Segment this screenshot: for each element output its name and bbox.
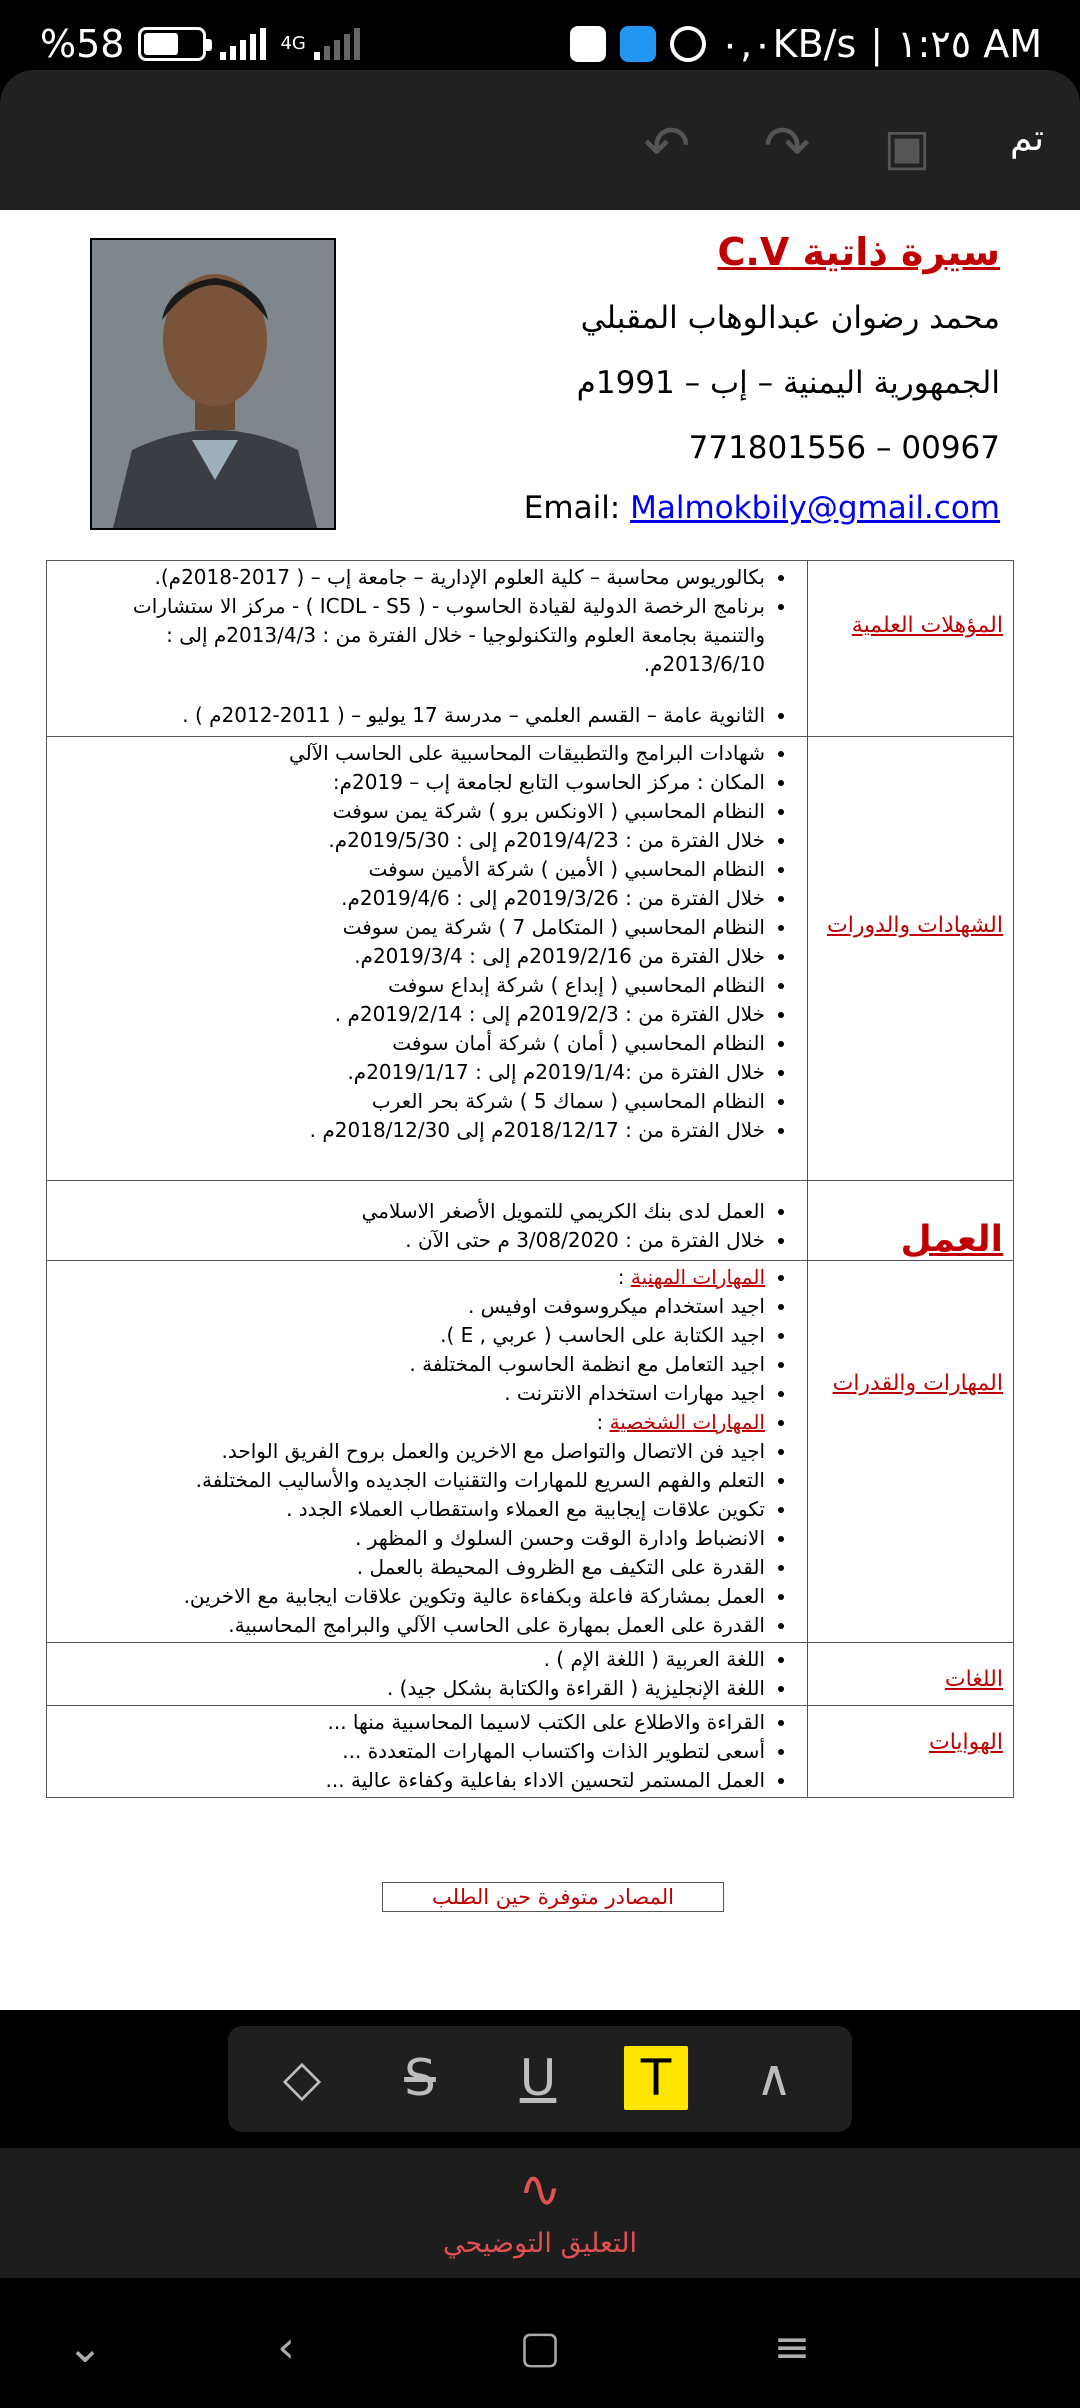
list-item: • خلال الفترة من : 2019/4/23م إلى : 2019/5/30م. — [107, 826, 765, 855]
format-toolbar — [228, 2026, 852, 2132]
certificates-label: الشهادات والدورات — [808, 737, 1014, 1181]
save-icon[interactable]: ▣ — [883, 118, 931, 176]
annotation-pen-icon[interactable]: ∿ — [518, 2160, 562, 2220]
list-item: • النظام المحاسبي ( الاونكس برو ) شركة يمن سوفت — [107, 797, 765, 826]
list-item: • النظام المحاسبي ( المتكامل 7 ) شركة يمن سوفت — [107, 913, 765, 942]
strikethrough-icon[interactable]: S — [404, 2049, 436, 2107]
list-item: • بكالوريوس محاسبة – كلية العلوم الإدارية – جامعة إب – ( 2017-2018م). — [107, 563, 765, 592]
certificates-row — [47, 737, 1014, 1181]
skills-label: المهارات والقدرات — [808, 1261, 1014, 1643]
cv-table — [46, 560, 1014, 1798]
hide-keyboard-icon[interactable]: ⌄ — [66, 2322, 104, 2373]
list-item: • خلال الفترة من : 2019/3/26م إلى : 2019/4/6م. — [107, 884, 765, 913]
list-item: • خلال الفترة من : 2019/2/3م إلى : 2019/2/14م . — [107, 1000, 765, 1029]
hobbies-label: الهوايات — [808, 1706, 1014, 1798]
certificates-cell — [47, 737, 808, 1181]
work-cell — [47, 1181, 808, 1261]
list-item: • اجيد مهارات استخدام الانترنت . — [107, 1379, 765, 1408]
annotation-label[interactable]: التعليق التوضيحي — [443, 2228, 637, 2259]
clock-time: ١:٢٥ AM — [897, 22, 1042, 66]
qualifications-label: المؤهلات العلمية — [808, 561, 1014, 737]
cv-title: سيرة ذاتية C.V — [717, 230, 1000, 274]
list-item: • القراءة والاطلاع على الكتب لاسيما المحاسبية منها ... — [107, 1708, 765, 1737]
skills-cell — [47, 1261, 808, 1643]
list-item: • اللغة الإنجليزية ( القراءة والكتابة بشكل جيد) . — [107, 1674, 765, 1703]
professional-skills-heading: المهارات المهنية — [630, 1265, 765, 1289]
signal-2-icon — [314, 28, 360, 60]
hobbies-cell — [47, 1706, 808, 1798]
cv-name: محمد رضوان عبدالوهاب المقبلي — [580, 300, 1000, 336]
battery-icon — [138, 27, 206, 61]
list-item: • خلال الفترة من : 3/08/2020 م حتى الآن . — [107, 1226, 765, 1255]
list-item: • القدرة على العمل بمهارة على الحاسب الآلي والبرامج المحاسبية. — [107, 1611, 765, 1640]
network-type: 4G — [280, 33, 306, 54]
list-item: • برنامج الرخصة الدولية لقيادة الحاسوب - ( ICDL - S5 ) - مركز الا ستشارات والتنمية بجامعة العلوم والتكنولوجيا - خلال الفترة من : 2013/4/3م إلى : 2013/6/10م. — [107, 592, 765, 679]
list-item: • النظام المحاسبي ( الأمين ) شركة الأمين سوفت — [107, 855, 765, 884]
list-item: • خلال الفترة من 2019/2/16م إلى : 2019/3/4م. — [107, 942, 765, 971]
list-item: • اللغة العربية ( اللغة الإم ) . — [107, 1645, 765, 1674]
back-icon[interactable]: ‹ — [277, 2322, 295, 2373]
highlight-text-icon[interactable]: T — [624, 2046, 688, 2110]
list-item: • العمل بمشاركة فاعلة وبكفاءة عالية وتكوين علاقات ايجابية مع الاخرين. — [107, 1582, 765, 1611]
cv-country: الجمهورية اليمنية – إب – 1991م — [576, 365, 1000, 401]
languages-row — [47, 1643, 1014, 1706]
undo-icon[interactable]: ↶ — [643, 114, 691, 179]
list-item: • التعلم والفهم السريع للمهارات والتقنيات الجديده والأساليب المختلفة. — [107, 1466, 765, 1495]
list-item: • النظام المحاسبي ( سماك 5 ) شركة بحر العرب — [107, 1087, 765, 1116]
alarm-icon — [670, 26, 706, 62]
list-item: • شهادات البرامج والتطبيقات المحاسبية على الحاسب الآلي — [107, 739, 765, 768]
annotation-bar[interactable] — [0, 2148, 1080, 2278]
list-item: • النظام المحاسبي ( أمان ) شركة أمان سوفت — [107, 1029, 765, 1058]
list-item: • اجيد استخدام ميكروسوفت اوفيس . — [107, 1292, 765, 1321]
work-row — [47, 1181, 1014, 1261]
list-item: • المكان : مركز الحاسوب التابع لجامعة إب – 2019م: — [107, 768, 765, 797]
personal-skills-heading: المهارات الشخصية — [609, 1410, 765, 1434]
list-item: • المهارات المهنية : — [107, 1263, 765, 1292]
cv-email-line — [524, 490, 1000, 526]
home-icon[interactable]: ▢ — [519, 2322, 561, 2373]
languages-label: اللغات — [808, 1643, 1014, 1706]
email-link[interactable]: Malmokbily@gmail.com — [630, 490, 1000, 526]
list-item: • اجيد فن الاتصال والتواصل مع الاخرين والعمل بروح الفريق الواحد. — [107, 1437, 765, 1466]
list-item: • خلال الفترة من :2019/1/4م إلى : 2019/1/17م. — [107, 1058, 765, 1087]
status-bar: %58 4G ٠,٠KB/s | ١:٢٥ AM — [0, 0, 1080, 98]
messenger-icon — [620, 26, 656, 62]
document-page — [0, 210, 1080, 2010]
list-item: • تكوين علاقات إيجابية مع العملاء واستقطاب العملاء الجدد . — [107, 1495, 765, 1524]
recents-icon[interactable]: ≡ — [773, 2322, 811, 2373]
list-item: • النظام المحاسبي ( إبداع ) شركة إبداع سوفت — [107, 971, 765, 1000]
done-button[interactable]: تم — [1010, 118, 1044, 159]
list-item: • أسعى لتطوير الذات واكتساب المهارات المتعددة ... — [107, 1737, 765, 1766]
qualifications-cell — [47, 561, 808, 737]
list-item: • اجيد التعامل مع انظمة الحاسوب المختلفة . — [107, 1350, 765, 1379]
list-item: • اجيد الكتابة على الحاسب ( عربي , E ). — [107, 1321, 765, 1350]
signal-icon — [220, 28, 266, 60]
email-label: Email: — [523, 490, 631, 526]
profile-photo — [90, 238, 336, 530]
hobbies-row — [47, 1706, 1014, 1798]
system-nav-bar — [0, 2278, 1080, 2408]
list-item: • القدرة على التكيف مع الظروف المحيطة بالعمل . — [107, 1553, 765, 1582]
languages-cell — [47, 1643, 808, 1706]
page-divider — [0, 2012, 1080, 2022]
battery-percent: %58 — [40, 22, 125, 66]
squiggly-icon[interactable]: ∧ — [755, 2049, 793, 2107]
list-item: • الثانوية عامة – القسم العلمي – مدرسة 17 يوليو – ( 2011-2012م ) . — [107, 701, 765, 730]
editor-toolbar — [0, 70, 1080, 210]
underline-icon[interactable]: U — [519, 2049, 557, 2107]
list-item: • العمل المستمر لتحسين الاداء بفاعلية وكفاءة عالية ... — [107, 1766, 765, 1795]
network-speed: ٠,٠KB/s — [719, 22, 857, 66]
cv-phone: 00967 – 771801556 — [688, 430, 1000, 466]
list-item: • المهارات الشخصية : — [107, 1408, 765, 1437]
redo-icon[interactable]: ↷ — [763, 114, 811, 179]
skills-row — [47, 1261, 1014, 1643]
play-store-icon — [570, 26, 606, 62]
list-item: • العمل لدى بنك الكريمي للتمويل الأصغر الاسلامي — [107, 1197, 765, 1226]
list-item: • خلال الفترة من : 2018/12/17م إلى 2018/12/30م . — [107, 1116, 765, 1145]
qualifications-row — [47, 561, 1014, 737]
work-label: العمل — [808, 1181, 1014, 1261]
list-item: • الانضباط وادارة الوقت وحسن السلوك و المظهر . — [107, 1524, 765, 1553]
sources-note: المصادر متوفرة حين الطلب — [382, 1882, 724, 1912]
eraser-icon[interactable]: ◇ — [282, 2049, 322, 2107]
